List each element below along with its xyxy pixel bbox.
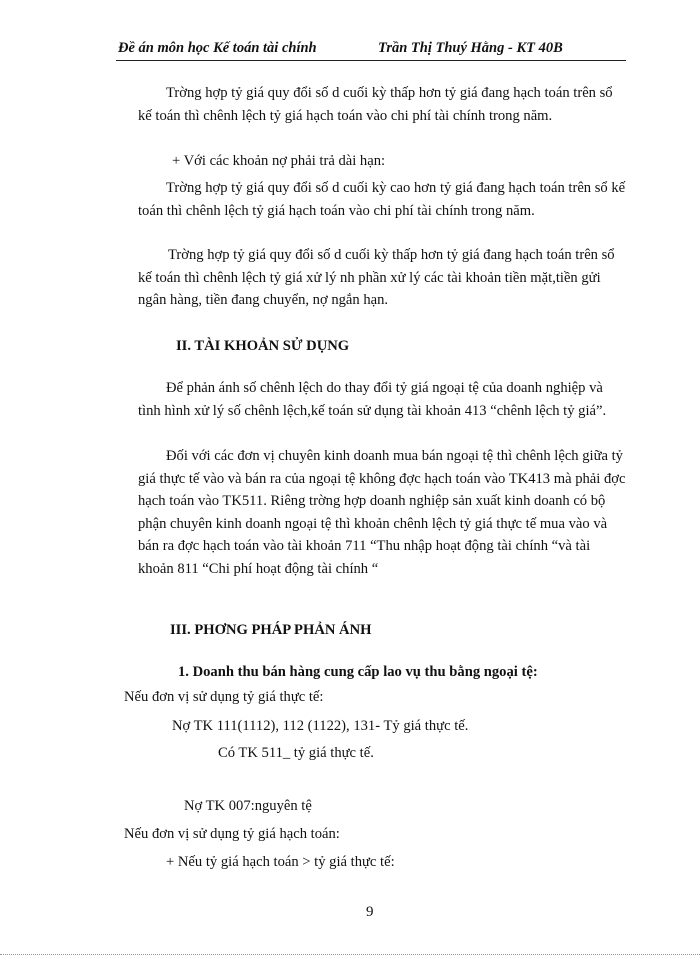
- text-actual-rate-case: Nếu đơn vị sử dụng tỷ giá thực tế:: [124, 689, 324, 705]
- page-header: [116, 38, 626, 61]
- header-course-title: Đề án môn học Kế toán tài chính: [118, 40, 317, 56]
- text-accounting-rate-case: Nếu đơn vị sử dụng tỷ giá hạch toán:: [124, 826, 340, 842]
- text-rate-comparison: + Nếu tỷ giá hạch toán > tỷ giá thực tế:: [166, 854, 395, 870]
- paragraph-exchange-lower: Trờng hợp tỷ giá quy đổi số d cuối kỳ thấp hơn tỷ giá đang hạch toán trên sổ kế toán thì chênh lệch tỷ giá hạch toán vào chi phí tài chính trong năm.: [138, 85, 613, 124]
- section-heading-accounts: II. TÀI KHOẢN SỬ DỤNG: [176, 338, 350, 354]
- paragraph-account-413: Để phản ánh số chênh lệch do thay đổi tỷ giá ngoại tệ của doanh nghiệp và tình hình xử lý số chênh lệch,kế toán sử dụng tài khoản 413 “chênh lệch tỷ giá”.: [138, 380, 607, 419]
- text-debit-entry: Nợ TK 111(1112), 112 (1122), 131- Tỷ giá thực tế.: [172, 718, 469, 734]
- header-author: Trần Thị Thuý Hằng - KT 40B: [378, 40, 563, 56]
- paragraph-foreign-currency-trading: Đối với các đơn vị chuyên kinh doanh mua bán ngoại tệ thì chênh lệch giữa tỷ giá thực tế vào và bán ra của ngoại tệ không đợc hạch toán vào TK413 mà phải đợc hạch toán vào TK511. Riêng trờng hợp doanh nghiệp sản xuất kinh doanh có bộ phận chuyên kinh doanh ngoại tệ thì khoản chênh lệch tỷ giá thực tế mua vào và bán ra đợc hạch toán vào tài khoản 711 “Thu nhập hoạt động tài chính “và tài khoản 811 “Chi phí hoạt động tài chính “: [138, 448, 626, 577]
- subheading-revenue-foreign-currency: 1. Doanh thu bán hàng cung cấp lao vụ thu bằng ngoại tệ:: [178, 664, 538, 680]
- footer-divider: [0, 954, 700, 955]
- paragraph-long-term-liabilities: + Với các khoản nợ phải trả dài hạn:: [172, 153, 386, 169]
- text-debit-007: Nợ TK 007:nguyên tệ: [184, 798, 312, 814]
- section-heading-method: III. PHƠNG PHÁP PHẢN ÁNH: [170, 622, 372, 638]
- page-number: 9: [366, 904, 374, 920]
- paragraph-exchange-higher: Trờng hợp tỷ giá quy đổi số d cuối kỳ cao hơn tỷ giá đang hạch toán trên sổ kế toán thì chênh lệch tỷ giá hạch toán vào chi phí tài chính trong năm.: [138, 180, 626, 219]
- text-credit-entry: Có TK 511_ tỷ giá thực tế.: [218, 745, 374, 761]
- paragraph-exchange-lower-2: Trờng hợp tỷ giá quy đổi số d cuối kỳ thấp hơn tỷ giá đang hạch toán trên sổ kế toán thì chênh lệch tỷ giá xử lý nh phần xử lý các tài khoản tiền mặt,tiền gửi ngân hàng, tiền đang chuyển, nợ ngắn hạn.: [138, 247, 615, 308]
